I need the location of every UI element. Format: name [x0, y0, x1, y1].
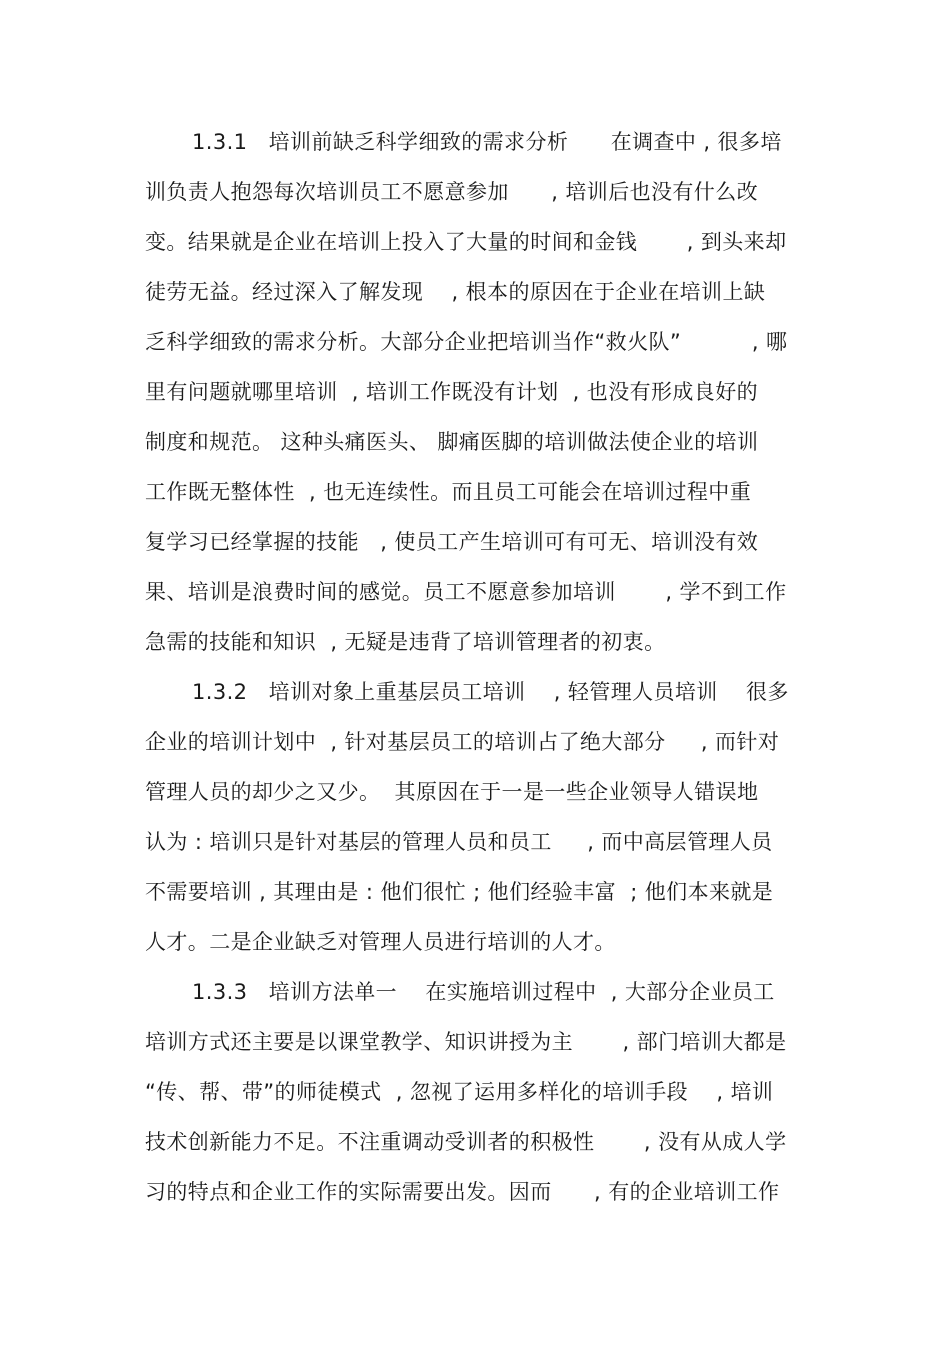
body-text-line: 培训方式还主要是以课堂教学、知识讲授为主 , 部门培训大都是 — [145, 1030, 787, 1054]
heading-1-3-1-line: 1.3.1 培训前缺乏科学细致的需求分析 在调查中 , 很多培 — [192, 130, 782, 154]
body-text-line: 人才。二是企业缺乏对管理人员进行培训的人才。 — [145, 930, 616, 954]
body-text-line: 工作既无整体性 , 也无连续性。而且员工可能会在培训过程中重 — [145, 480, 752, 504]
heading-1-3-3-line: 1.3.3 培训方法单一 在实施培训过程中 , 大部分企业员工 — [192, 980, 775, 1004]
body-text-line: 复学习已经掌握的技能 , 使员工产生培训可有可无、培训没有效 — [145, 530, 759, 554]
body-text-line: 技术创新能力不足。不注重调动受训者的积极性 , 没有从成人学 — [145, 1130, 787, 1154]
body-text-line: 制度和规范。 这种头痛医头、 脚痛医脚的培训做法使企业的培训 — [145, 430, 759, 454]
body-text-line: 徒劳无益。经过深入了解发现 , 根本的原因在于企业在培训上缺 — [145, 280, 766, 304]
body-text-line: 急需的技能和知识 , 无疑是违背了培训管理者的初衷。 — [145, 630, 666, 654]
body-text-line: 乏科学细致的需求分析。大部分企业把培训当作“救火队” , 哪 — [145, 330, 788, 354]
body-text-line: 果、培训是浪费时间的感觉。员工不愿意参加培训 , 学不到工作 — [145, 580, 787, 604]
body-text-line: 变。结果就是企业在培训上投入了大量的时间和金钱 , 到头来却 — [145, 230, 787, 254]
body-text-line: 里有问题就哪里培训 , 培训工作既没有计划 , 也没有形成良好的 — [145, 380, 758, 404]
body-text-line: 不需要培训 , 其理由是 : 他们很忙 ; 他们经验丰富 ; 他们本来就是 — [145, 880, 774, 904]
body-text-line: 认为 : 培训只是针对基层的管理人员和员工 , 而中高层管理人员 — [145, 830, 773, 854]
body-text-line: 企业的培训计划中 , 针对基层员工的培训占了绝大部分 , 而针对 — [145, 730, 780, 754]
body-text-line: “传、帮、带”的师徒模式 , 忽视了运用多样化的培训手段 , 培训 — [145, 1080, 774, 1104]
heading-1-3-2-line: 1.3.2 培训对象上重基层员工培训 , 轻管理人员培训 很多 — [192, 680, 789, 704]
body-text-line: 管理人员的却少之又少。 其原因在于一是一些企业领导人错误地 — [145, 780, 759, 804]
body-text-line: 训负责人抱怨每次培训员工不愿意参加 , 培训后也没有什么改 — [145, 180, 758, 204]
body-text-line: 习的特点和企业工作的实际需要出发。因而 , 有的企业培训工作 — [145, 1180, 780, 1204]
